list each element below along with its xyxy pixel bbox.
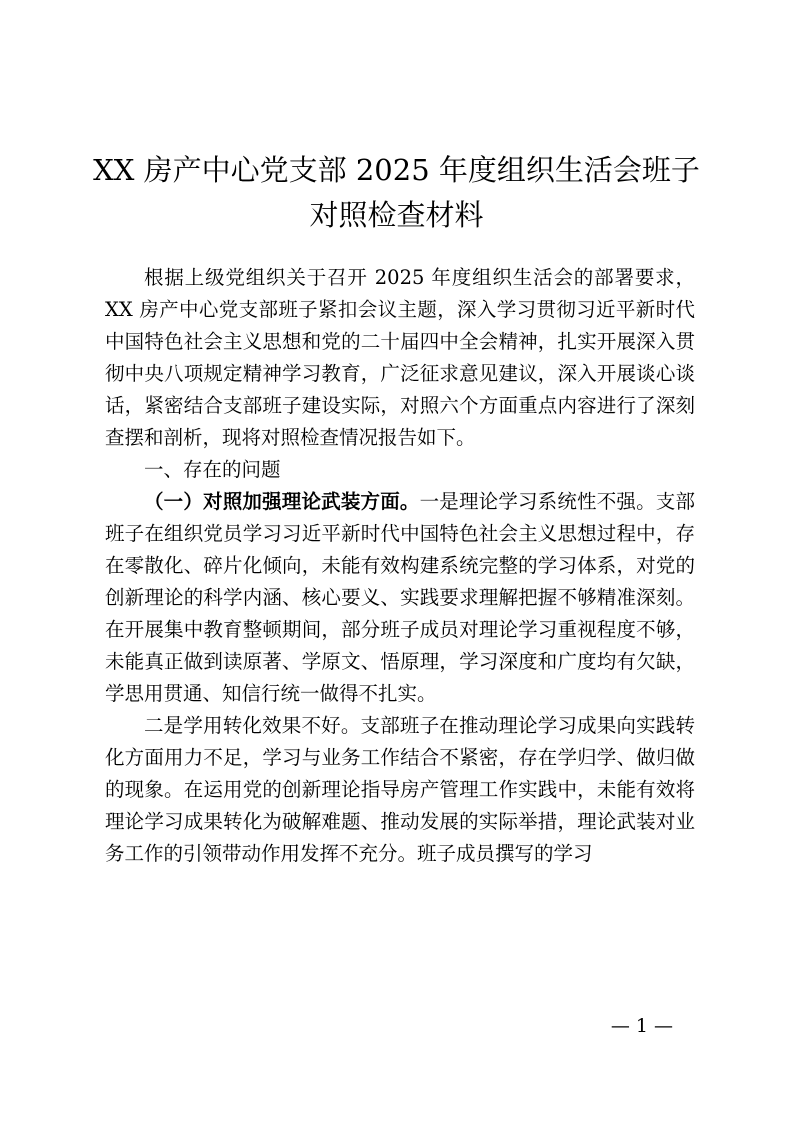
section-heading-problems: 一、存在的问题	[144, 458, 281, 481]
subsection-text: 一是理论学习系统性不强。支部班子在组织党员学习习近平新时代中国特色社会主义思想过程中，存在零散化、碎片化倾向，未能有效构建系统完整的学习体系，对党的创新理论的科学内涵、核心要义、实践要求理解把握不够精准深刻。在开展集中教育整顿期间，部分班子成员对理论学习重视程度不够，未能真正做到读原著、学原文、悟原理，学习深度和广度均有欠缺，学思用贯通、知信行统一做得不扎实。	[105, 490, 695, 705]
page-number: — 1 —	[610, 1015, 673, 1037]
intro-paragraph: 根据上级党组织关于召开 2025 年度组织生活会的部署要求，XX 房产中心党支部班子紧扣会议主题，深入学习贯彻习近平新时代中国特色社会主义思想和党的二十届四中全会精神，扎实开展深入贯彻中央八项规定精神学习教育，广泛征求意见建议，深入开展谈心谈话，紧密结合支部班子建设实际，对照六个方面重点内容进行了深刻查摆和剖析，现将对照检查情况报告如下。	[105, 266, 695, 449]
subsection-label: （一）对照加强理论武装方面。	[144, 490, 420, 513]
document-body	[105, 262, 695, 870]
subsection-theory-paragraph	[105, 486, 695, 710]
document-title-line-1: XX 房产中心党支部 2025 年度组织生活会班子	[93, 153, 700, 187]
paragraph-study-application: 二是学用转化效果不好。支部班子在推动理论学习成果向实践转化方面用力不足，学习与业务工作结合不紧密，存在学归学、做归做的现象。在运用党的创新理论指导房产管理工作实践中，未能有效将理论学习成果转化为破解难题、推动发展的实际举措，理论武装对业务工作的引领带动作用发挥不充分。班子成员撰写的学习	[105, 714, 695, 865]
document-title-line-2: 对照检查材料	[309, 198, 484, 232]
